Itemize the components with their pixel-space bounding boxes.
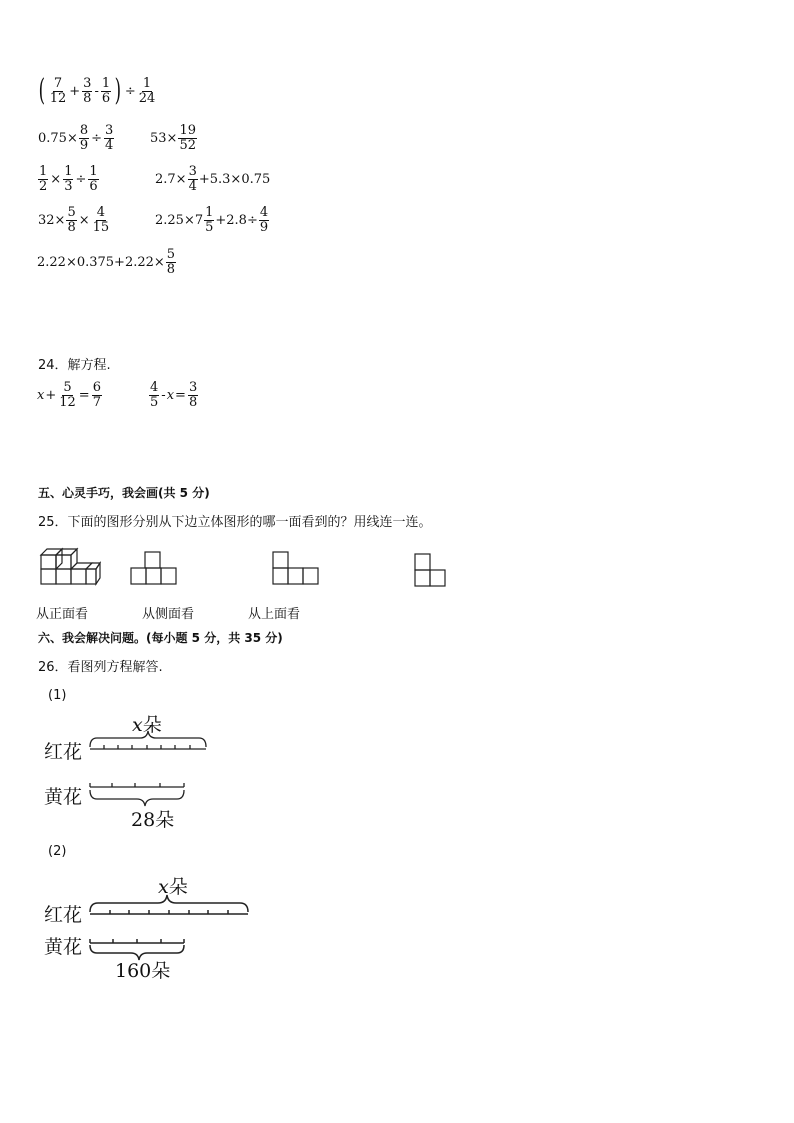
variable: x <box>132 714 143 736</box>
operator: - <box>161 388 166 403</box>
denominator: 6 <box>101 90 111 106</box>
numerator: 1 <box>205 205 214 220</box>
operator: ÷ <box>75 172 87 187</box>
expr-text: 0.75× <box>38 131 78 146</box>
denominator: 9 <box>79 138 89 153</box>
denominator: 8 <box>67 220 76 235</box>
view-label-side: 从侧面看 <box>142 607 195 622</box>
numerator: 4 <box>259 205 269 220</box>
denominator: 5 <box>205 220 214 235</box>
operator: × <box>78 213 90 228</box>
numerator: 1 <box>89 164 98 179</box>
view-label-top: 从上面看 <box>248 607 301 622</box>
expr-text: 2.25×7 <box>155 213 204 228</box>
unit: 朵 <box>168 876 188 898</box>
part-2-red-label: 红花 <box>44 904 83 926</box>
part-1-known-label: 28朵 <box>131 809 175 831</box>
equals-sign: = <box>78 388 90 403</box>
right-paren: ) <box>114 73 122 108</box>
denominator: 6 <box>89 179 98 194</box>
numerator: 3 <box>188 164 197 179</box>
q26-title: 26．看图列方程解答. <box>38 660 163 675</box>
numerator: 4 <box>96 205 106 220</box>
denominator: 4 <box>188 179 197 194</box>
variable: x <box>37 388 45 403</box>
section-5-heading: 五、心灵手巧，我会画(共 5 分) <box>38 486 210 500</box>
operator: + <box>69 83 81 99</box>
expr-text: 2.22×0.375+2.22× <box>37 255 165 270</box>
numerator: 3 <box>83 75 92 91</box>
numerator: 5 <box>63 380 72 395</box>
part-2-yellow-label: 黄花 <box>44 936 83 958</box>
denominator: 2 <box>39 179 48 194</box>
numerator: 3 <box>105 123 114 138</box>
q25-title: 25．下面的图形分别从下边立体图形的哪一面看到的？用线连一连。 <box>38 515 432 530</box>
denominator: 4 <box>105 138 114 153</box>
numerator: 4 <box>150 380 159 395</box>
variable: x <box>158 876 169 898</box>
numerator: 1 <box>142 75 152 91</box>
denominator: 8 <box>83 90 92 106</box>
part-1-red-label: 红花 <box>44 741 83 763</box>
numerator: 3 <box>188 380 198 395</box>
part-1-yellow-label: 黄花 <box>44 786 83 808</box>
denominator: 8 <box>188 395 198 410</box>
numerator: 8 <box>79 123 89 138</box>
part-2-number: (2) <box>48 844 67 859</box>
numerator: 7 <box>53 75 63 91</box>
equals-sign: = <box>175 388 186 403</box>
expr-text: +2.8÷ <box>215 213 258 228</box>
denominator: 12 <box>49 90 67 106</box>
denominator: 15 <box>92 220 110 235</box>
numerator: 5 <box>166 247 176 262</box>
numerator: 5 <box>67 205 76 220</box>
numerator: 6 <box>92 380 101 395</box>
denominator: 7 <box>92 395 101 410</box>
denominator: 52 <box>179 138 196 153</box>
section-6-heading: 六、我会解决问题。(每小题 5 分，共 35 分) <box>38 631 283 645</box>
denominator: 12 <box>59 395 76 410</box>
view-label-front: 从正面看 <box>36 607 89 622</box>
denominator: 9 <box>259 220 269 235</box>
operator: ÷ <box>91 131 103 146</box>
operator: ÷ <box>124 83 136 99</box>
part-1-number: (1) <box>48 688 67 703</box>
operator: × <box>50 172 62 187</box>
left-paren: ( <box>38 73 46 108</box>
operator: + <box>45 388 57 403</box>
numerator: 1 <box>64 164 73 179</box>
operator: - <box>94 83 99 99</box>
numerator: 1 <box>39 164 48 179</box>
variable: x <box>166 388 175 403</box>
part-2-known-label: 160朵 <box>115 960 171 982</box>
unit: 朵 <box>142 714 162 736</box>
q24-title: 24．解方程. <box>38 358 111 373</box>
expr-text: 53× <box>150 131 178 146</box>
expr-text: +5.3×0.75 <box>198 172 271 187</box>
expr-text: 32× <box>38 213 66 228</box>
denominator: 3 <box>64 179 73 194</box>
denominator: 5 <box>150 395 159 410</box>
numerator: 19 <box>179 123 196 138</box>
denominator: 24 <box>138 90 156 106</box>
expr-text: 2.7× <box>155 172 187 187</box>
denominator: 8 <box>166 262 176 277</box>
numerator: 1 <box>101 75 111 91</box>
